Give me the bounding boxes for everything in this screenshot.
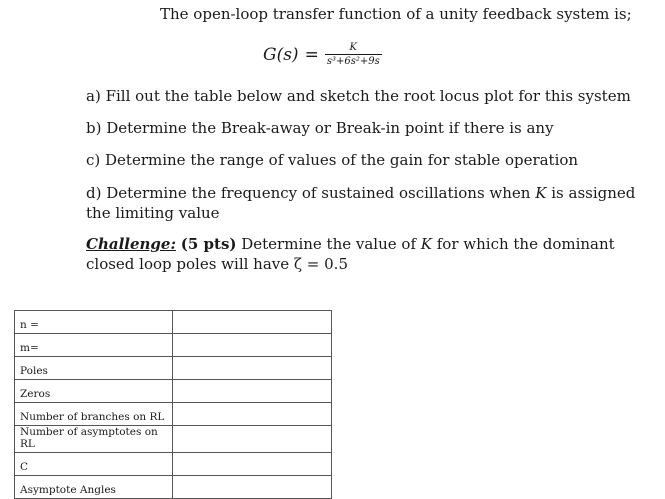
challenge-points: (5 pts) [180, 235, 237, 253]
transfer-function-equation [263, 42, 382, 67]
challenge-var: K [420, 235, 432, 253]
question-b: b) Determine the Break-away or Break-in point if there is any [86, 119, 554, 137]
equation-numerator: K [349, 42, 358, 53]
intro-text: The open-loop transfer function of a unity feedback system is; [160, 5, 632, 23]
table-row [15, 357, 332, 380]
equation-denominator: s³+6s²+9s [326, 56, 380, 67]
row-label-m: m= [15, 334, 173, 357]
question-d-var: K [535, 184, 547, 202]
row-label-asymptote-angles: Asymptote Angles [15, 476, 173, 499]
row-label-branches: Number of branches on RL [15, 403, 173, 426]
row-value-c[interactable] [173, 453, 332, 476]
challenge-text-prefix: Determine the value of [236, 235, 421, 253]
row-label-c: C [15, 453, 173, 476]
row-label-poles: Poles [15, 357, 173, 380]
question-d-suffix: is assigned the limiting value [86, 184, 636, 222]
table-row [15, 334, 332, 357]
row-value-zeros[interactable] [173, 380, 332, 403]
challenge-question [86, 234, 656, 274]
row-value-asymptote-angles[interactable] [173, 476, 332, 499]
row-label-zeros: Zeros [15, 380, 173, 403]
table-row [15, 426, 332, 453]
row-label-n: n = [15, 311, 173, 334]
table-row [15, 311, 332, 334]
table-row [15, 476, 332, 499]
challenge-text-suffix: for which the dominant closed loop poles will have ζ = 0.5 [86, 235, 615, 273]
challenge-label: Challenge: [86, 235, 176, 253]
question-a: a) Fill out the table below and sketch the root locus plot for this system [86, 87, 631, 105]
equation-equals: = [304, 44, 319, 65]
question-d [86, 183, 656, 223]
question-c: c) Determine the range of values of the gain for stable operation [86, 151, 579, 169]
row-value-branches[interactable] [173, 403, 332, 426]
equation-lhs: G(s) [263, 44, 299, 65]
row-label-asymptotes: Number of asymptotes on RL [15, 426, 173, 453]
row-value-poles[interactable] [173, 357, 332, 380]
table-row [15, 380, 332, 403]
row-value-m[interactable] [173, 334, 332, 357]
root-locus-properties-table [14, 310, 332, 499]
row-value-n[interactable] [173, 311, 332, 334]
table-row [15, 403, 332, 426]
row-value-asymptotes[interactable] [173, 426, 332, 453]
fraction-bar [325, 54, 382, 55]
equation-fraction [325, 42, 382, 67]
table-row [15, 453, 332, 476]
question-d-prefix: d) Determine the frequency of sustained oscillations when [86, 184, 536, 202]
